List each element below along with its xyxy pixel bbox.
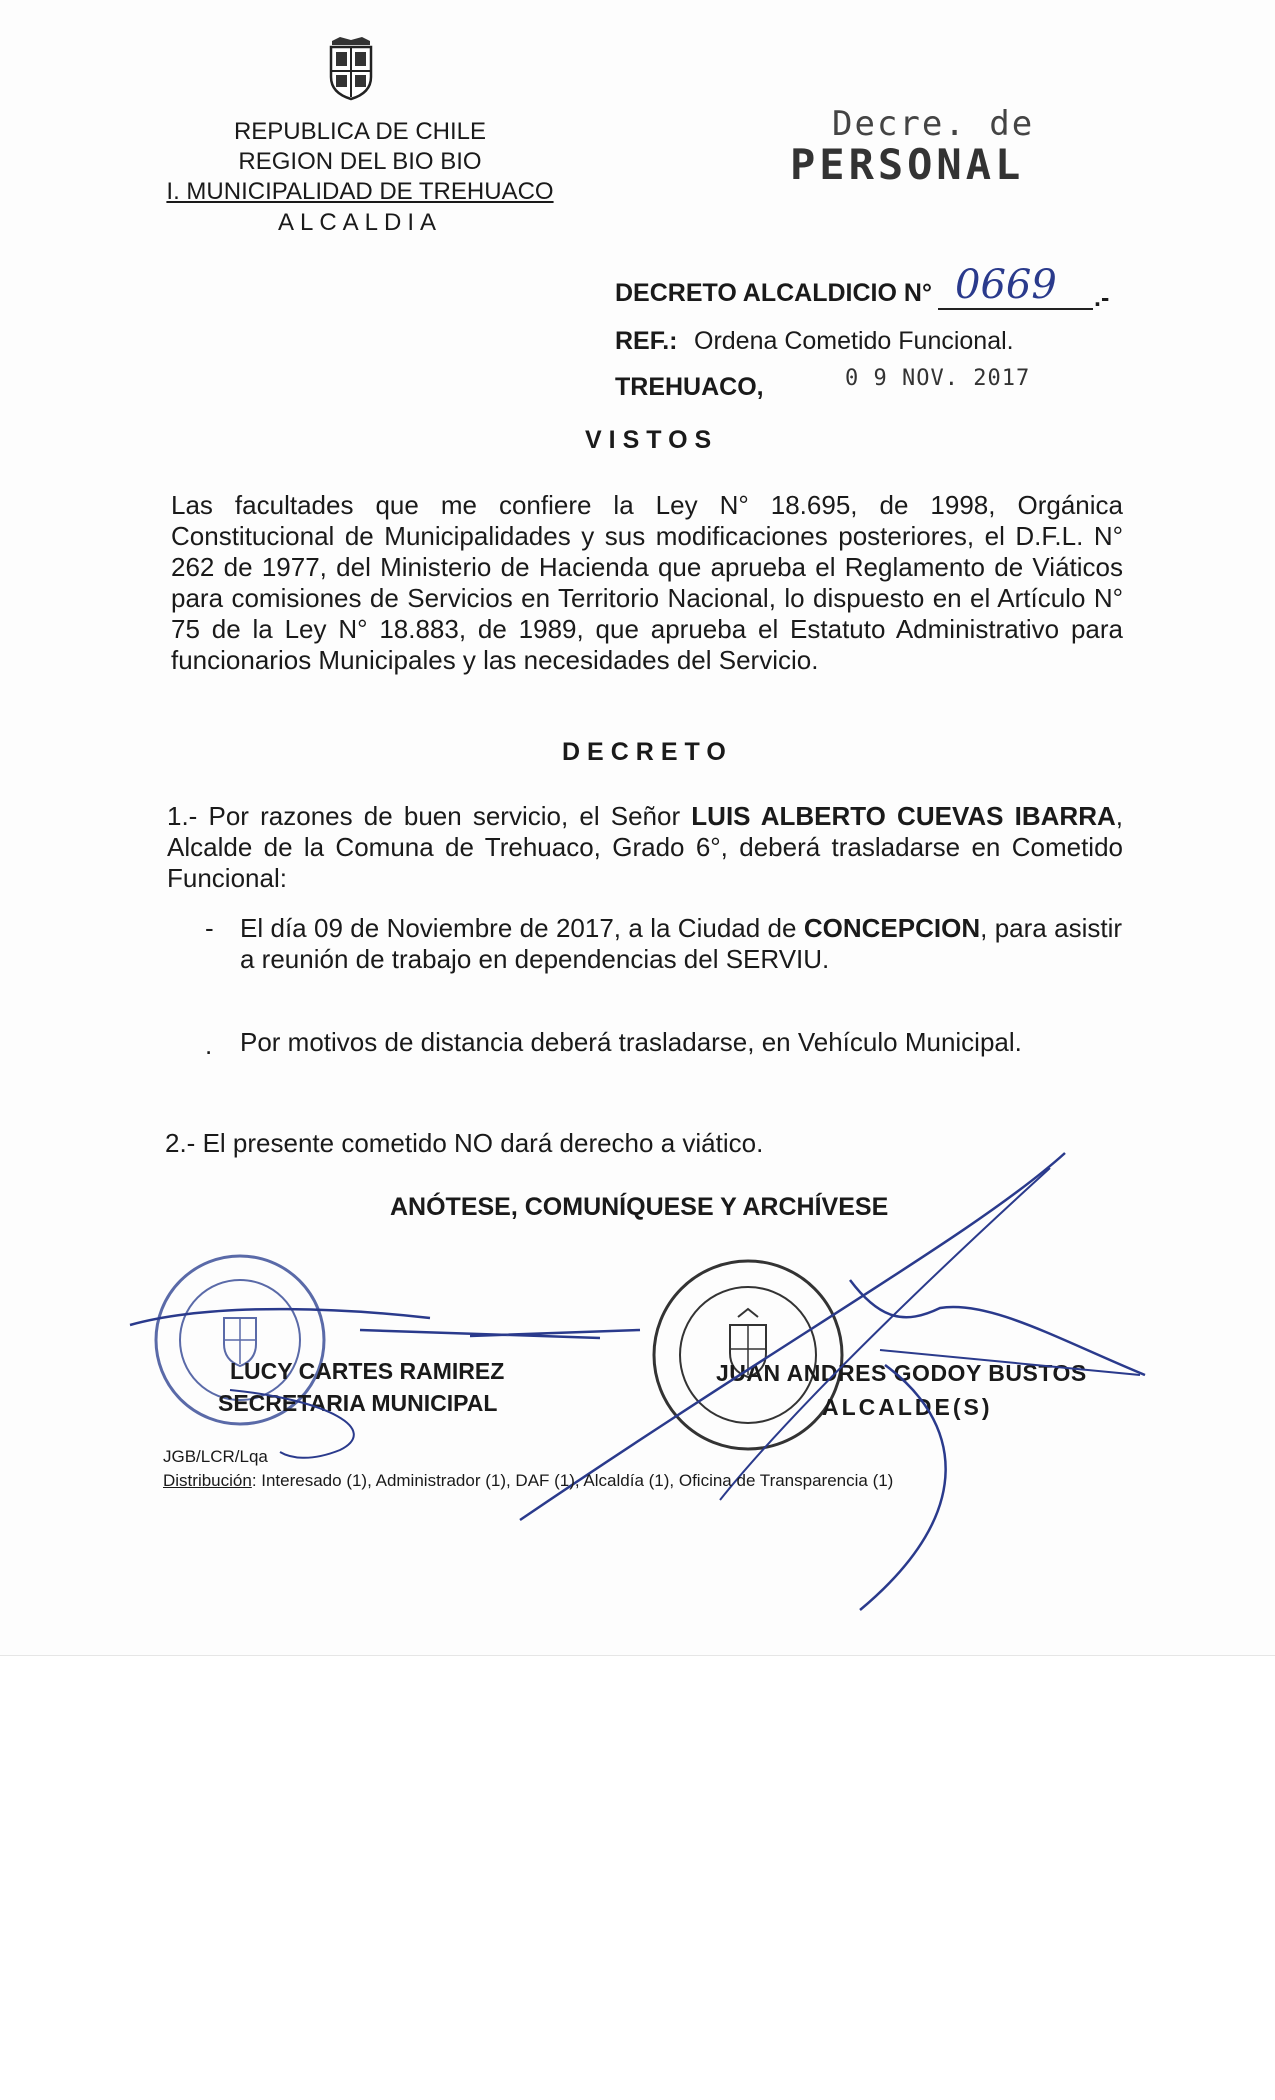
closing-formula: ANÓTESE, COMUNÍQUESE Y ARCHÍVESE [390, 1193, 889, 1221]
bullet1-rest: , para asistir a reunión de trabajo en dependencias del SERVIU. [240, 913, 1123, 974]
header-country: REPUBLICA DE CHILE [233, 118, 487, 145]
vistos-title: VISTOS [585, 426, 719, 454]
header-office: ALCALDIA [277, 209, 443, 236]
decree-label: DECRETO ALCALDICIO N° [615, 279, 932, 307]
bullet1-city: CONCEPCION [803, 913, 981, 943]
place-label: TREHUACO, [615, 373, 764, 401]
right-signatory-role: ALCALDE(S) [822, 1394, 993, 1420]
ref-text: Ordena Cometido Funcional. [694, 327, 1014, 355]
bullet-1-mark: - [205, 913, 214, 943]
date-stamp: 0 9 NOV. 2017 [845, 366, 1031, 391]
header-region: REGION DEL BIO BIO [238, 148, 482, 175]
item1-rest: , Alcalde de la Comuna de Trehuaco, Grado 6°, deberá trasladarse en Cometido Funcional: [167, 801, 1123, 893]
right-signatory-name: JUAN ANDRES GODOY BUSTOS [716, 1360, 1087, 1386]
left-signatory-name: LUCY CARTES RAMIREZ [230, 1358, 505, 1384]
stamp-line-1: Decre. de [832, 104, 1035, 144]
ref-label: REF.: [615, 327, 678, 355]
decreto-title: DECRETO [562, 738, 733, 766]
bullet1-prefix: El día 09 de Noviembre de 2017, a la Ciudad de [240, 913, 804, 943]
item1-person-name: LUIS ALBERTO CUEVAS IBARRA [691, 801, 1116, 831]
item1-prefix: 1.- Por razones de buen servicio, el Señor [167, 801, 692, 831]
initials: JGB/LCR/Lqa [163, 1447, 268, 1466]
decree-number: 0669 [955, 262, 1057, 308]
decree-item-2: 2.- El presente cometido NO dará derecho a viático. [165, 1128, 764, 1158]
distribution-line [163, 1471, 893, 1491]
decree-suffix: .- [1094, 284, 1110, 312]
bullet-2-text: Por motivos de distancia deberá trasladarse, en Vehículo Municipal. [240, 1027, 1022, 1057]
bullet-2-mark: . [205, 1030, 213, 1060]
distribution-text: : Interesado (1), Administrador (1), DAF (1), Alcaldía (1), Oficina de Transparencia (1) [251, 1471, 894, 1490]
vistos-body: Las facultades que me confiere la Ley N° 18.695, de 1998, Orgánica Constitucional de Municipalidades y sus modificaciones posteriores, el D.F.L. N° 262 de 1977, del Ministerio de Hacienda que aprueba el Reglamento de Viáticos para comisiones de Servicios en Territorio Nacional, lo dispuesto en el Artículo N° 75 de la Ley N° 18.883, de 1989, que aprueba el Estatuto Administrativo para funcionarios Municipales y las necesidades del Servicio. [171, 490, 1123, 675]
distribution-label: Distribución [163, 1471, 252, 1490]
left-signatory-role: SECRETARIA MUNICIPAL [218, 1390, 498, 1416]
header-municipality: I. MUNICIPALIDAD DE TREHUACO [166, 178, 554, 205]
stamp-line-2: PERSONAL [790, 140, 1025, 189]
